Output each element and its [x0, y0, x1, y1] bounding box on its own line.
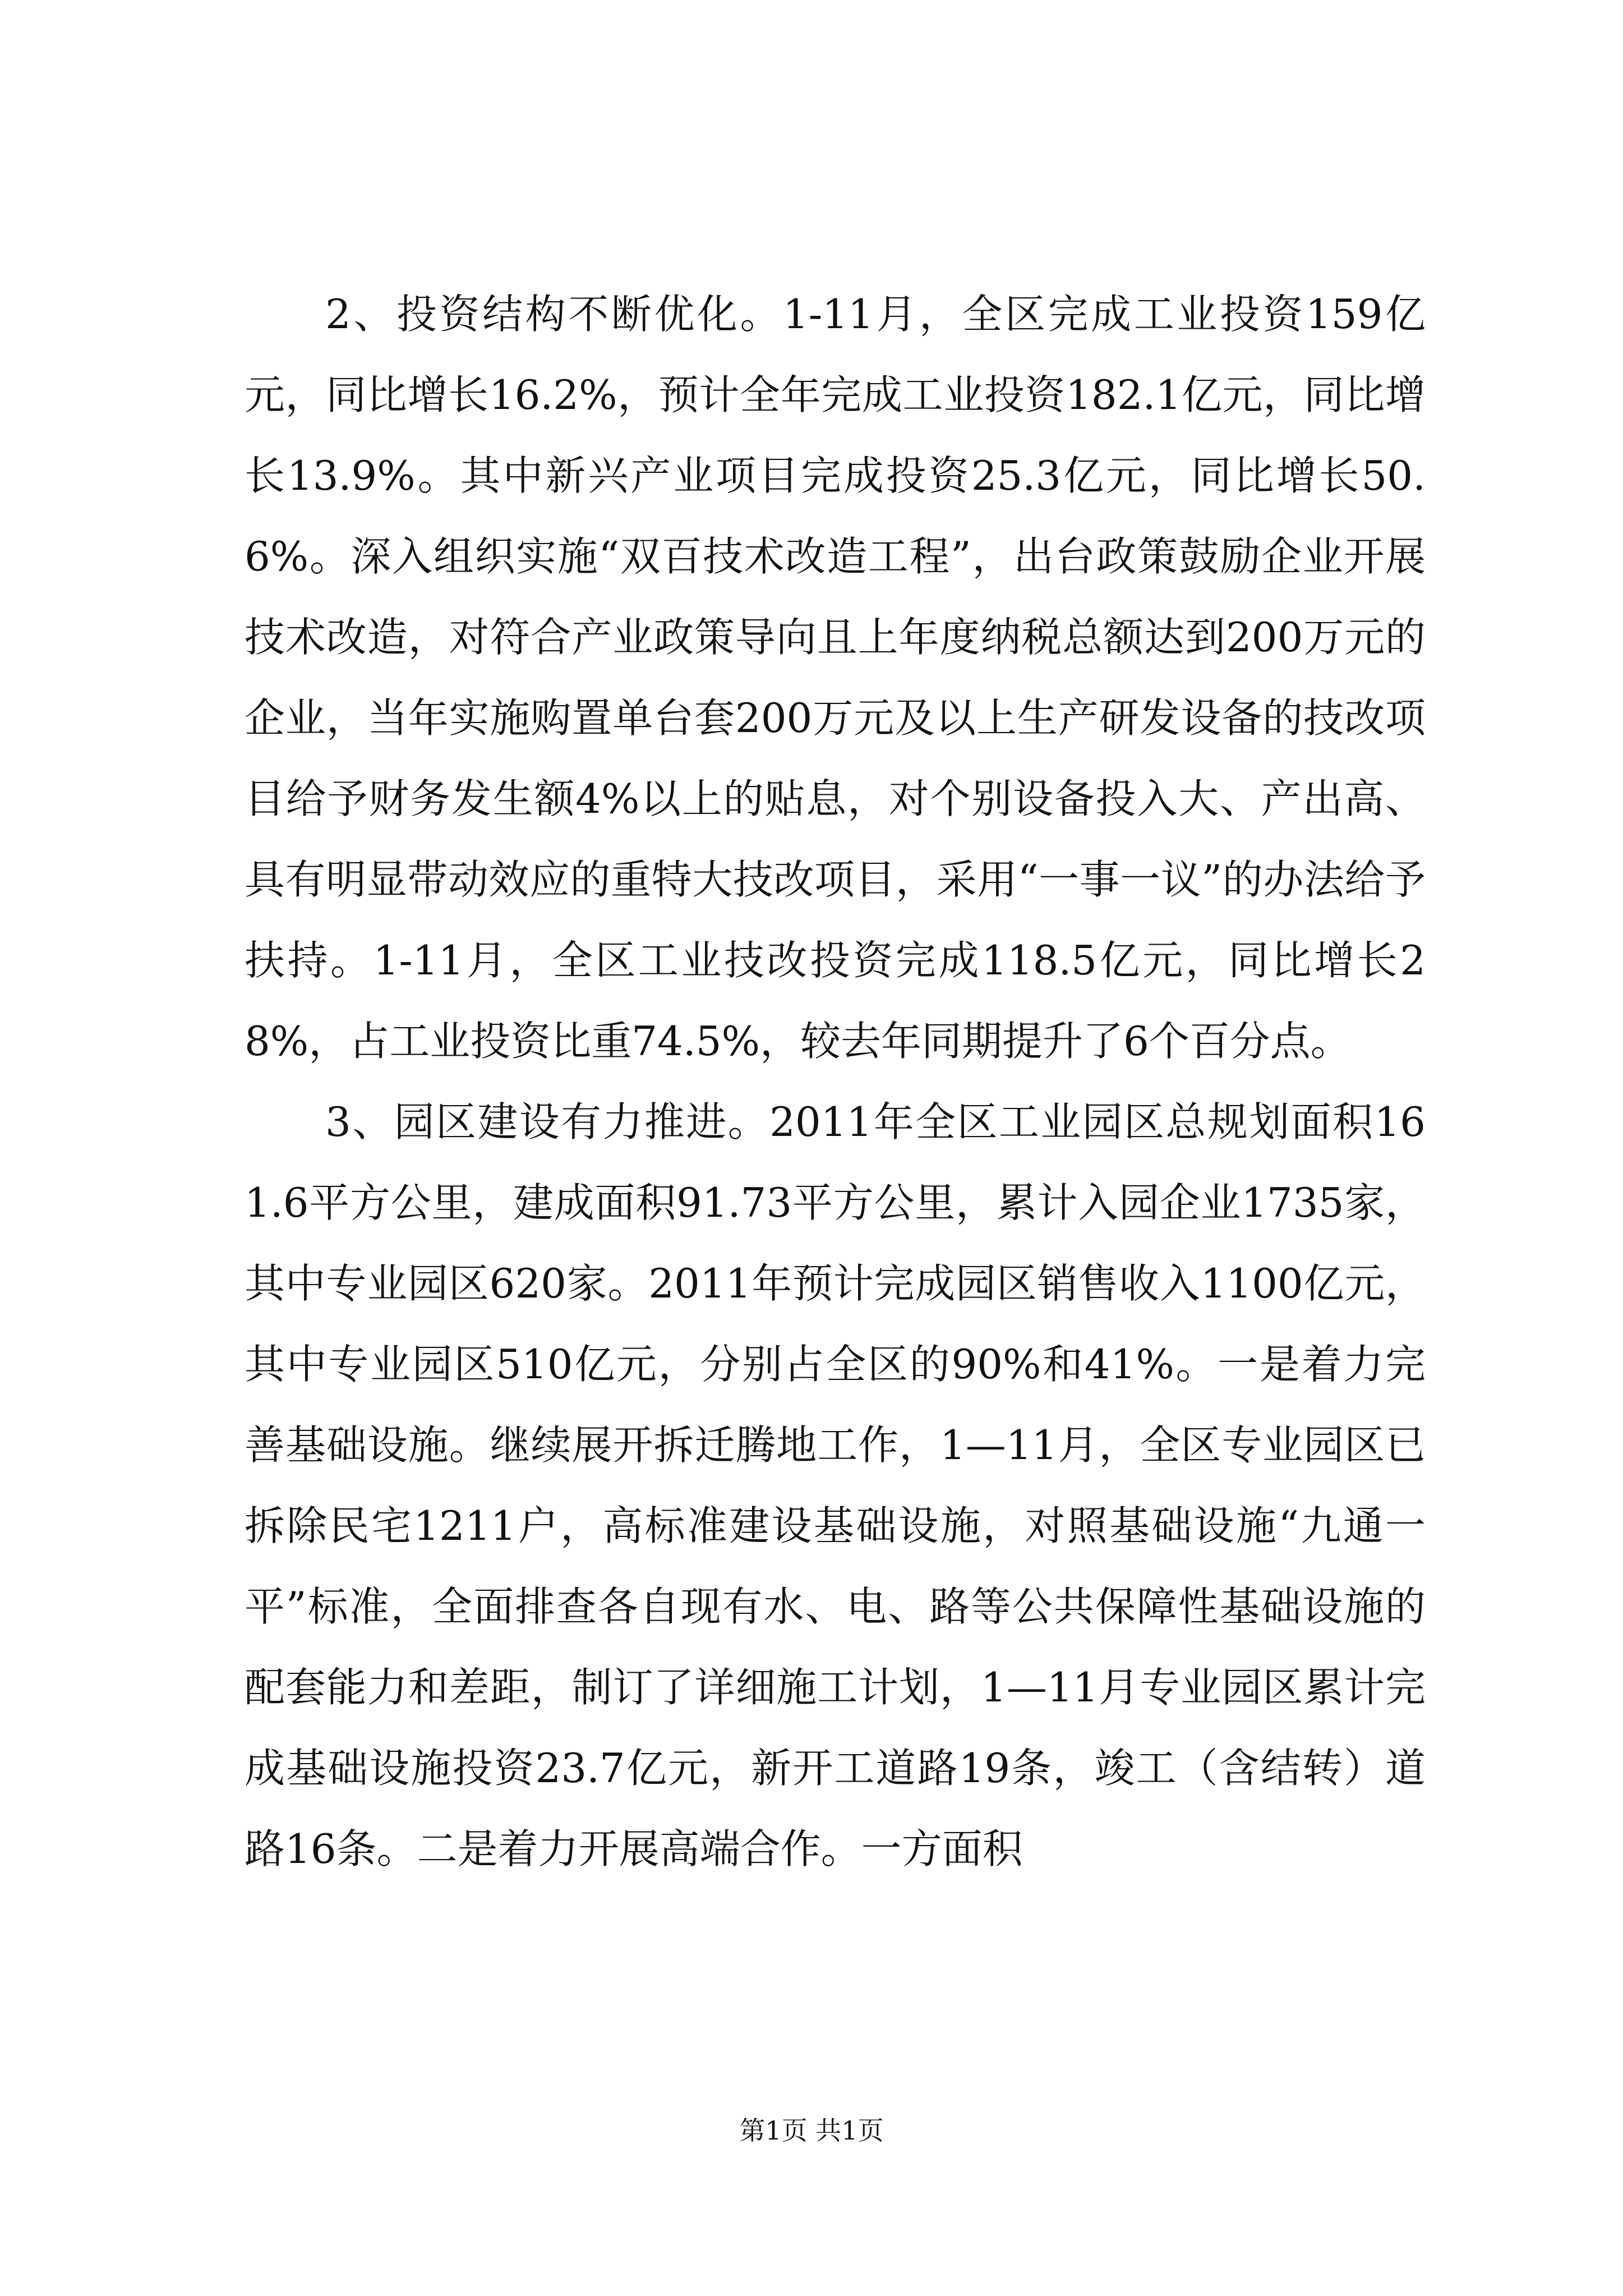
page-footer: 第1页 共1页	[739, 2115, 884, 2146]
paragraph-investment-structure: 2、投资结构不断优化。1-11月，全区完成工业投资159亿元，同比增长16.2%，预计全年完成工业投资182.1亿元，同比增长13.9%。其中新兴产业项目完成投资25.3亿元，同比增长50.6%。深入组织实施“双百技术改造工程”，出台政策鼓励企业开展技术改造，对符合产业政策导向且上年度纳税总额达到200万元的企业，当年实施购置单台套200万元及以上生产研发设备的技改项目给予财务发生额4%以上的贴息，对个别设备投入大、产出高、具有明显带动效应的重特大技改项目，采用“一事一议”的办法给予扶持。1-11月，全区工业技改投资完成118.5亿元，同比增长28%，占工业投资比重74.5%，较去年同期提升了6个百分点。	[245, 291, 1426, 1065]
paragraph-park-construction: 3、园区建设有力推进。2011年全区工业园区总规划面积161.6平方公里，建成面积91.73平方公里，累计入园企业1735家，其中专业园区620家。2011年预计完成园区销售收入1100亿元，其中专业园区510亿元，分别占全区的90%和41%。一是着力完善基础设施。继续展开拆迁腾地工作，1—11月，全区专业园区已拆除民宅1211户，高标准建设基础设施，对照基础设施“九通一平”标准，全面排查各自现有水、电、路等公共保障性基础设施的配套能力和差距，制订了详细施工计划，1—11月专业园区累计完成基础设施投资23.7亿元，新开工道路19条，竣工（含结转）道路16条。二是着力开展高端合作。一方面积	[245, 1098, 1426, 1872]
document-body	[245, 274, 1426, 1889]
